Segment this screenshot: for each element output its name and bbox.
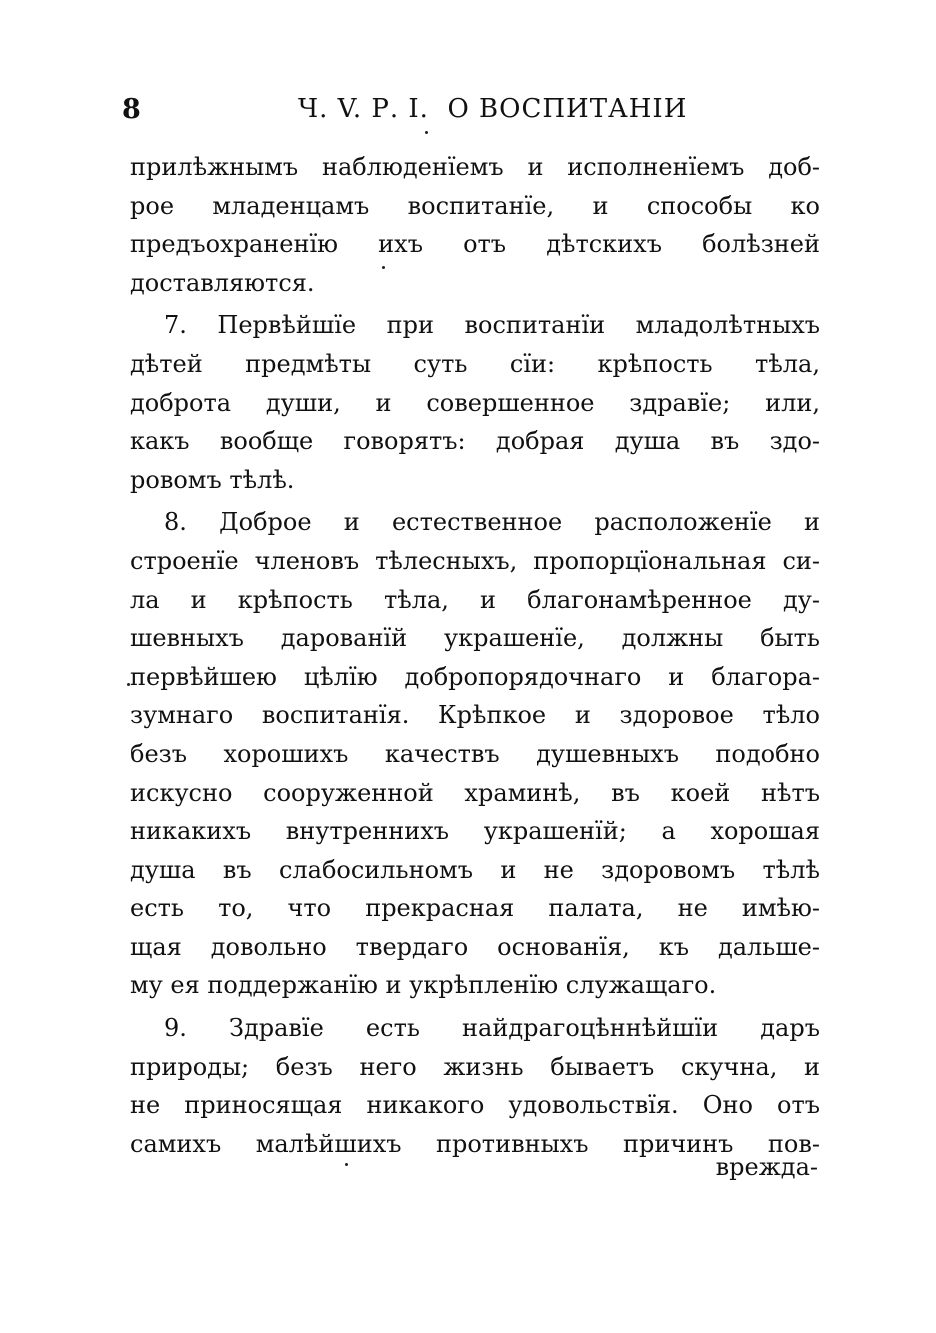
catchword: врежда- bbox=[715, 1153, 818, 1181]
running-head: Ч. V. Р. I. О ВОСПИТАНIИ bbox=[298, 94, 688, 124]
print-speck bbox=[345, 1163, 348, 1166]
text-line: зумнаго воспитанїя. Крѣпкое и здоровое тѣло bbox=[130, 701, 820, 730]
text-line: рое младенцамъ воспитанїе, и способы ко bbox=[130, 191, 820, 220]
text-line: доставляются. bbox=[130, 268, 315, 297]
text-line: шевныхъ дарованїй украшенїе, должны быть bbox=[130, 624, 820, 653]
paragraph-7 bbox=[130, 306, 820, 499]
text-line: дѣтей предмѣты суть сїи: крѣпость тѣла, bbox=[130, 349, 820, 378]
page-number: 8 bbox=[122, 94, 141, 125]
body-text bbox=[130, 148, 820, 1163]
text-line: не приносящая никакого удовольствїя. Оно отъ bbox=[130, 1091, 820, 1120]
text-line: строенїе членовъ тѣлесныхъ, пропорцїональная си- bbox=[130, 546, 820, 575]
text-line: первѣйшею цѣлїю добропорядочнаго и благора- bbox=[130, 662, 820, 691]
text-line: самихъ малѣйшихъ противныхъ причинъ пов- bbox=[130, 1129, 820, 1158]
text-line: предъохраненїю ихъ отъ дѣтскихъ болѣзней bbox=[130, 230, 820, 259]
print-speck bbox=[127, 683, 130, 686]
text-line: безъ хорошихъ качествъ душевныхъ подобно bbox=[130, 739, 820, 768]
text-line: прилѣжнымъ наблюденїемъ и исполненїемъ доб- bbox=[130, 153, 820, 181]
print-speck bbox=[425, 131, 428, 134]
text-line: му ея поддержанїю и укрѣпленїю служащаго. bbox=[130, 971, 717, 1000]
text-line: щая довольно твердаго основанїя, къ дальше- bbox=[130, 932, 820, 961]
text-line: 7. Первѣйшїе при воспитанїи младолѣтныхъ bbox=[164, 311, 820, 340]
text-line: никакихъ внутреннихъ украшенїй; а хорошая bbox=[130, 817, 820, 846]
paragraph-9 bbox=[130, 1009, 820, 1163]
text-line: душа въ слабосильномъ и не здоровомъ тѣлѣ bbox=[130, 855, 820, 884]
page-header bbox=[118, 94, 818, 134]
text-line: искусно сооруженной храминѣ, въ коей нѣтъ bbox=[130, 778, 820, 807]
print-speck bbox=[382, 266, 385, 269]
text-line: природы; безъ него жизнь бываетъ скучна, и bbox=[130, 1052, 820, 1081]
text-line: есть то, что прекрасная палата, не имѣю- bbox=[130, 894, 820, 923]
text-line: 9. Здравїе есть найдрагоцѣннѣйшїи даръ bbox=[164, 1014, 820, 1043]
text-line: ровомъ тѣлѣ. bbox=[130, 465, 295, 494]
text-line: ла и крѣпость тѣла, и благонамѣренное ду- bbox=[130, 585, 820, 614]
text-line: 8. Доброе и естественное расположенїе и bbox=[164, 508, 820, 537]
text-line: какъ вообще говорятъ: добрая душа въ здо- bbox=[130, 427, 820, 456]
text-line: доброта души, и совершенное здравїе; или, bbox=[130, 388, 820, 417]
paragraph-continuation bbox=[130, 148, 820, 302]
paragraph-8 bbox=[130, 503, 820, 1005]
